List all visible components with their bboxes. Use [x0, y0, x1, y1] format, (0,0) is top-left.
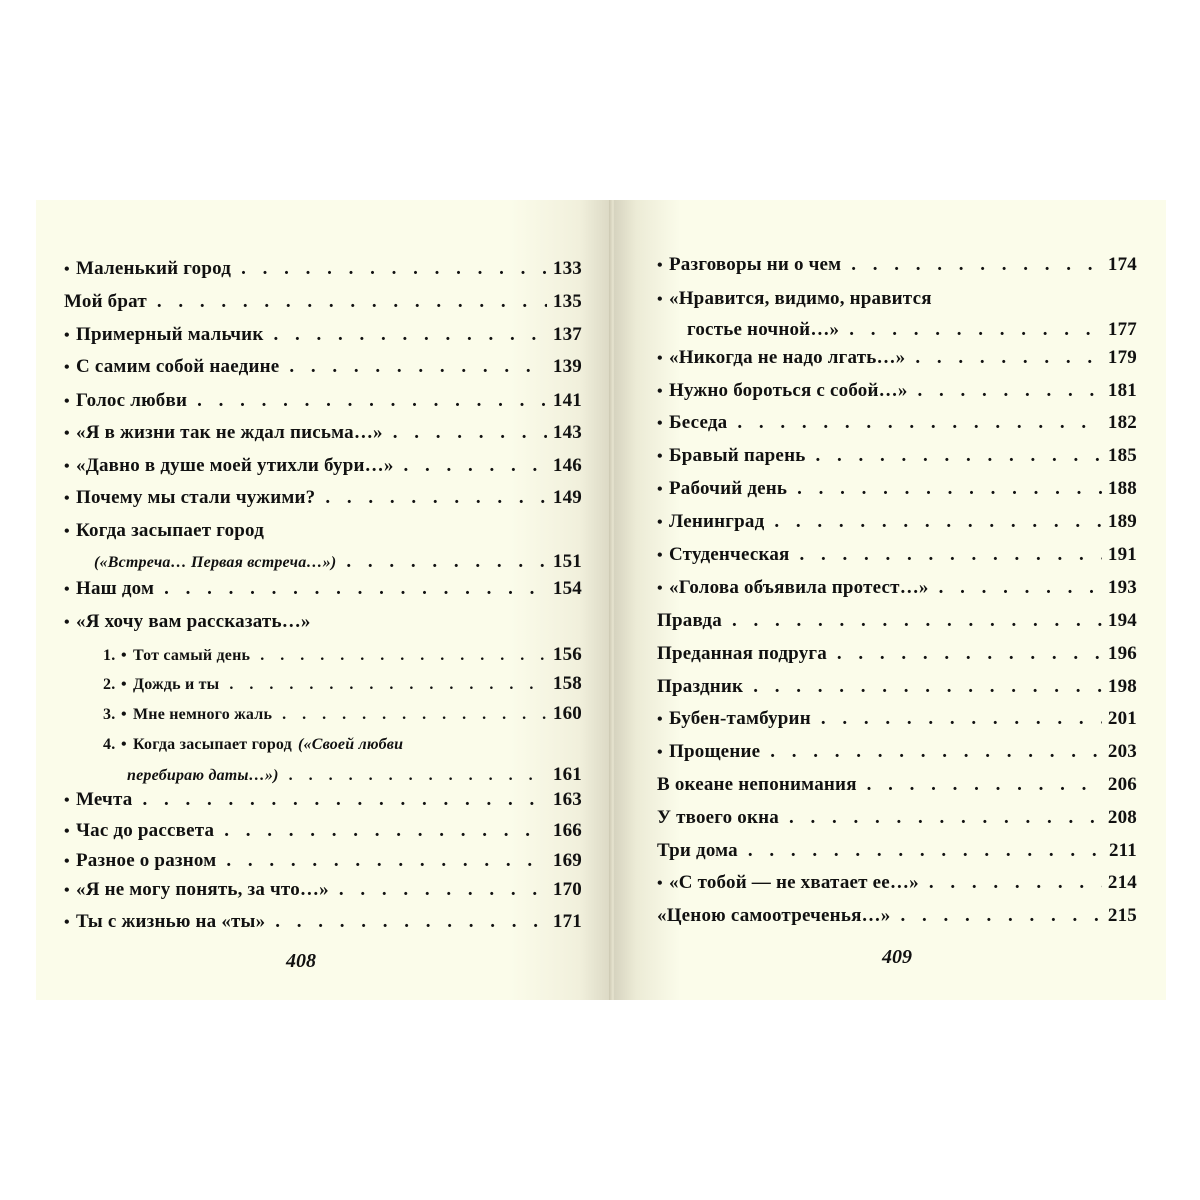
page-number: 169 — [552, 850, 582, 871]
leader-dots — [841, 254, 1102, 276]
bullet-icon: • — [64, 490, 70, 507]
entry-title: У твоего окна — [657, 807, 779, 828]
page-number: 163 — [552, 789, 582, 810]
toc-entry — [64, 879, 582, 902]
bullet-icon: • — [657, 514, 663, 531]
toc-entry — [657, 445, 1137, 468]
toc-entry-line — [64, 291, 582, 313]
toc-entry-line — [103, 673, 582, 696]
page-number: 170 — [552, 879, 582, 900]
leader-dots — [779, 807, 1102, 829]
page-number: 191 — [1107, 544, 1137, 565]
leader-dots — [187, 390, 547, 412]
bullet-icon: • — [64, 458, 70, 475]
page-number: 215 — [1107, 905, 1137, 926]
toc-entry — [64, 611, 582, 634]
entry-number: 3. — [103, 706, 116, 723]
entry-title: «Давно в душе моей утихли бури…» — [76, 455, 394, 476]
toc-entry — [657, 840, 1137, 862]
bullet-icon: • — [657, 481, 663, 498]
entry-title: «Нравится, видимо, нравится — [669, 288, 932, 309]
page-number: 196 — [1107, 643, 1137, 664]
entry-title: Почему мы стали чужими? — [76, 487, 316, 508]
leader-dots — [279, 356, 547, 378]
toc-entry — [64, 422, 582, 445]
toc-entry-line — [657, 676, 1137, 698]
leader-dots — [827, 643, 1102, 665]
toc-entry-line — [657, 445, 1137, 468]
toc-entry-line — [657, 774, 1137, 796]
entry-title: Час до рассвета — [76, 820, 215, 841]
entry-title: «Ценою самоотреченья…» — [657, 905, 891, 926]
toc-entry — [64, 390, 582, 413]
leader-dots — [263, 324, 546, 346]
leader-dots — [329, 879, 547, 901]
toc-entry-line — [657, 412, 1137, 435]
leader-dots — [811, 708, 1102, 730]
bullet-icon: • — [657, 580, 663, 597]
page-number: 194 — [1107, 610, 1137, 631]
toc-entry — [103, 673, 582, 696]
toc-entry-line — [64, 911, 582, 934]
entry-subtitle: перебираю даты…») — [127, 767, 279, 784]
page-number: 149 — [552, 487, 582, 508]
toc-entry-line — [64, 258, 582, 281]
leader-dots — [857, 774, 1102, 796]
right-page — [614, 200, 1166, 1000]
toc-entry-line — [64, 879, 582, 902]
toc-entry — [64, 820, 582, 843]
bullet-icon: • — [64, 792, 70, 809]
toc-entry-line — [657, 478, 1137, 501]
toc-entry — [64, 487, 582, 510]
leader-dots — [394, 455, 547, 477]
entry-number: 2. — [103, 676, 116, 693]
page-number: 171 — [552, 911, 582, 932]
folio-left: 408 — [286, 950, 316, 972]
bullet-icon: • — [64, 823, 70, 840]
toc-entry-line — [657, 577, 1137, 600]
toc-entry-line — [657, 288, 1137, 311]
leader-dots — [250, 645, 547, 667]
toc-entry — [657, 741, 1137, 764]
page-number: 198 — [1107, 676, 1137, 697]
toc-entry — [657, 511, 1137, 534]
toc-entry — [64, 850, 582, 873]
toc-entry-line — [657, 708, 1137, 731]
entry-title: Маленький город — [76, 258, 232, 279]
page-number: 160 — [552, 703, 582, 724]
entry-title: Разговоры ни о чем — [669, 254, 842, 275]
toc-entry — [657, 905, 1137, 927]
page-number: 135 — [552, 291, 582, 312]
toc-entry-line — [657, 319, 1137, 341]
page-number: 214 — [1107, 872, 1137, 893]
toc-entry-line — [657, 254, 1137, 277]
bullet-icon: • — [657, 350, 663, 367]
toc-entry — [657, 872, 1137, 895]
entry-title: Дождь и ты — [133, 676, 220, 693]
page-number: 208 — [1107, 807, 1137, 828]
entry-title: Прощение — [669, 741, 761, 762]
leader-dots — [787, 478, 1102, 500]
bullet-icon: • — [64, 327, 70, 344]
toc-entry-line — [657, 643, 1137, 665]
bullet-icon: • — [657, 415, 663, 432]
toc-entry — [657, 774, 1137, 796]
toc-entry — [64, 520, 582, 574]
leader-dots — [764, 511, 1101, 533]
toc-entry-line — [103, 703, 582, 726]
entry-title: Три дома — [657, 840, 738, 861]
toc-entry — [103, 644, 582, 667]
entry-title: Ты с жизнью на «ты» — [76, 911, 266, 932]
toc-entry — [103, 734, 582, 787]
toc-entry — [103, 703, 582, 726]
page-number: 158 — [552, 673, 582, 694]
toc-entry — [657, 610, 1137, 632]
toc-entry-line — [64, 520, 582, 543]
entry-title: Беседа — [669, 412, 728, 433]
leader-dots — [790, 544, 1102, 566]
entry-title: Тот самый день — [133, 647, 251, 664]
toc-entry-line — [657, 380, 1137, 403]
bullet-icon: • — [657, 291, 663, 308]
entry-title: Мечта — [76, 789, 133, 810]
entry-title: Мне немного жаль — [133, 706, 273, 723]
leader-dots — [154, 578, 547, 600]
toc-entry-line — [657, 511, 1137, 534]
left-page — [36, 200, 614, 1000]
leader-dots — [231, 258, 547, 280]
leader-dots — [383, 422, 547, 444]
toc-entry — [657, 708, 1137, 731]
page-number: 177 — [1107, 319, 1137, 340]
toc-entry — [64, 324, 582, 347]
page-number: 137 — [552, 324, 582, 345]
bullet-icon: • — [64, 581, 70, 598]
page-number: 203 — [1107, 741, 1137, 762]
bullet-icon: • — [64, 523, 70, 540]
toc-entry — [657, 288, 1137, 341]
toc-entry-line — [64, 356, 582, 379]
entry-title: «Я не могу понять, за что…» — [76, 879, 329, 900]
page-number: 146 — [552, 455, 582, 476]
entry-title: Бравый парень — [669, 445, 806, 466]
bullet-icon: • — [64, 614, 70, 631]
toc-entry-line — [657, 347, 1137, 370]
toc-entry-line — [103, 734, 582, 756]
bullet-icon: • — [657, 875, 663, 892]
entry-title: «Голова объявила протест…» — [669, 577, 929, 598]
toc-entry-line — [64, 789, 582, 812]
page-number: 179 — [1107, 347, 1137, 368]
toc-entry — [64, 291, 582, 313]
entry-title: С самим собой наедине — [76, 356, 280, 377]
book-spread — [36, 200, 1166, 1000]
entry-number: 1. — [103, 647, 116, 664]
entry-title: Примерный мальчик — [76, 324, 264, 345]
toc-entry-line — [64, 850, 582, 873]
page-number: 189 — [1107, 511, 1137, 532]
page-number: 193 — [1107, 577, 1137, 598]
entry-title: «Я хочу вам рассказать…» — [76, 611, 311, 632]
page-number: 185 — [1107, 445, 1137, 466]
entry-title: Преданная подруга — [657, 643, 827, 664]
page-number: 174 — [1107, 254, 1137, 275]
toc-entry-line — [64, 324, 582, 347]
entry-title: Нужно бороться с собой…» — [669, 380, 908, 401]
toc-entry-line — [64, 390, 582, 413]
bullet-icon: • — [64, 853, 70, 870]
bullet-icon: • — [64, 393, 70, 410]
bullet-icon: • — [657, 257, 663, 274]
bullet-icon: • — [657, 547, 663, 564]
page-number: 161 — [552, 764, 582, 785]
entry-title: Наш дом — [76, 578, 155, 599]
leader-dots — [147, 291, 547, 313]
leader-dots — [743, 676, 1102, 698]
page-number: 206 — [1107, 774, 1137, 795]
entry-title: Мой брат — [64, 291, 147, 312]
toc-entry — [64, 911, 582, 934]
toc-entry — [657, 412, 1137, 435]
toc-entry-line — [657, 905, 1137, 927]
toc-entry-line — [64, 611, 582, 634]
entry-title: Голос любви — [76, 390, 188, 411]
page-number: 143 — [552, 422, 582, 443]
leader-dots — [336, 551, 547, 573]
entry-title: Студенческая — [669, 544, 790, 565]
leader-dots — [214, 820, 547, 842]
bullet-icon: • — [657, 711, 663, 728]
leader-dots — [908, 380, 1102, 402]
toc-entry — [64, 455, 582, 478]
toc-entry — [64, 356, 582, 379]
toc-entry — [657, 643, 1137, 665]
leader-dots — [919, 872, 1102, 894]
bullet-icon: • — [657, 744, 663, 761]
bullet-icon: • — [121, 706, 127, 723]
bullet-icon: • — [657, 383, 663, 400]
page-number: 156 — [552, 644, 582, 665]
toc-entry-line — [64, 820, 582, 843]
folio-right: 409 — [882, 946, 912, 968]
leader-dots — [132, 789, 546, 811]
page-number: 133 — [552, 258, 582, 279]
toc-entry-line — [657, 610, 1137, 632]
page-number: 211 — [1108, 840, 1137, 861]
page-number: 154 — [552, 578, 582, 599]
entry-title: Правда — [657, 610, 722, 631]
toc-entry-line — [103, 644, 582, 667]
leader-dots — [265, 911, 547, 933]
bullet-icon: • — [657, 448, 663, 465]
leader-dots — [760, 741, 1102, 763]
entry-subtitle: гостье ночной…» — [687, 319, 840, 340]
toc-entry-line — [64, 551, 582, 574]
page-number: 201 — [1107, 708, 1137, 729]
toc-entry — [657, 544, 1137, 567]
entry-title: Праздник — [657, 676, 744, 697]
entry-title: Рабочий день — [669, 478, 788, 499]
toc-entry-line — [657, 544, 1137, 567]
toc-entry — [64, 578, 582, 601]
leader-dots — [279, 765, 547, 787]
toc-entry-line — [657, 872, 1137, 895]
toc-entry — [657, 347, 1137, 370]
toc-entry-line — [103, 764, 582, 787]
entry-title: «С тобой — не хватает ее…» — [669, 872, 919, 893]
toc-entry — [64, 789, 582, 812]
leader-dots — [929, 577, 1102, 599]
page-number: 181 — [1107, 380, 1137, 401]
toc-entry-line — [657, 840, 1137, 862]
leader-dots — [727, 412, 1102, 434]
leader-dots — [839, 319, 1102, 341]
toc-entry — [657, 478, 1137, 501]
toc-entry — [657, 380, 1137, 403]
leader-dots — [722, 610, 1102, 632]
toc-entry-line — [64, 487, 582, 510]
leader-dots — [219, 674, 547, 696]
toc-entry-line — [64, 578, 582, 601]
entry-title: Бубен-тамбурин — [669, 708, 811, 729]
entry-title: В океане непонимания — [657, 774, 857, 795]
page-number: 188 — [1107, 478, 1137, 499]
leader-dots — [216, 850, 547, 872]
entry-subtitle: («Встреча… Первая встреча…») — [94, 554, 337, 571]
entry-title: Когда засыпает город — [133, 736, 292, 753]
toc-entry — [657, 807, 1137, 829]
leader-dots — [890, 905, 1101, 927]
toc-entry-line — [64, 455, 582, 478]
toc-entry-line — [657, 807, 1137, 829]
toc-entry — [64, 258, 582, 281]
leader-dots — [315, 487, 547, 509]
entry-title: Ленинград — [669, 511, 765, 532]
toc-entry-line — [657, 741, 1137, 764]
page-number: 139 — [552, 356, 582, 377]
toc-entry — [657, 254, 1137, 277]
bullet-icon: • — [121, 676, 127, 693]
page-number: 182 — [1107, 412, 1137, 433]
bullet-icon: • — [64, 261, 70, 278]
leader-dots — [738, 840, 1103, 862]
leader-dots — [805, 445, 1101, 467]
toc-entry-line — [64, 422, 582, 445]
leader-dots — [272, 704, 547, 726]
bullet-icon: • — [64, 882, 70, 899]
entry-title: Когда засыпает город — [76, 520, 265, 541]
entry-title: Разное о разном — [76, 850, 217, 871]
page-number: 141 — [552, 390, 582, 411]
page-number: 151 — [552, 551, 582, 572]
bullet-icon: • — [64, 359, 70, 376]
entry-title: «Я в жизни так не ждал письма…» — [76, 422, 383, 443]
bullet-icon: • — [64, 425, 70, 442]
toc-entry — [657, 577, 1137, 600]
leader-dots — [905, 347, 1102, 369]
entry-title: «Никогда не надо лгать…» — [669, 347, 906, 368]
entry-title-italic: («Своей любви — [297, 736, 404, 753]
toc-entry — [657, 676, 1137, 698]
bullet-icon: • — [121, 647, 127, 664]
entry-number: 4. — [103, 736, 116, 753]
page-number: 166 — [552, 820, 582, 841]
bullet-icon: • — [64, 914, 70, 931]
bullet-icon: • — [121, 736, 127, 753]
